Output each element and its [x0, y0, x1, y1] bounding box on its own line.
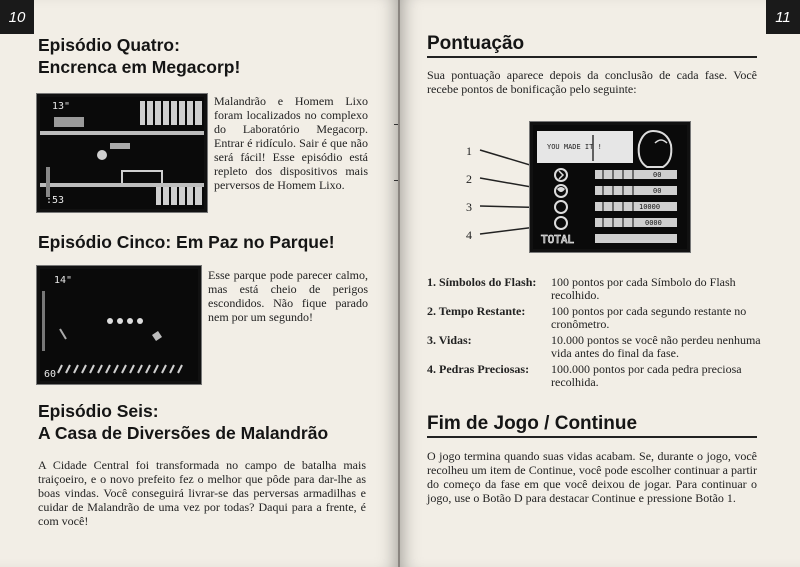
episode5-hud-top: 14" — [54, 275, 73, 286]
fim-de-jogo-title: Fim de Jogo / Continue — [427, 413, 757, 438]
score-items-list — [427, 276, 762, 392]
score-screen-value-1: 00 — [653, 171, 662, 179]
score-screen-value-2: 00 — [653, 187, 662, 195]
episode6-text: A Cidade Central foi transformada no campo de batalha mais traiçoeiro, e o novo prefeito fez o melhor que pôde para dar-lhe as boas vindas. Você conseguirá livrar-se das perversas armadilhas e cuidar de Malandrão de uma vez por todas? Daqui para a frente, é com você! — [38, 458, 366, 528]
score-screen-banner: YOU MADE IT ! — [547, 143, 602, 151]
episode5-text: Esse parque pode parecer calmo, mas está cheio de perigos escondidos. Não fique parado nem por um segundo! — [208, 268, 368, 324]
episode5-screenshot-art — [40, 269, 198, 381]
score-screen-total: TOTAL — [541, 233, 575, 246]
episode4-screenshot-art — [40, 97, 204, 209]
left-page — [0, 0, 398, 567]
score-item-term: 3. Vidas: — [427, 333, 472, 347]
episode6-title-line2: A Casa de Diversões de Malandrão — [38, 423, 329, 443]
episode6-title-line1: Episódio Seis: — [38, 401, 159, 421]
episode4-title-line1: Episódio Quatro: — [38, 35, 180, 55]
list-item — [427, 334, 762, 360]
score-item-term: 2. Tempo Restante: — [427, 304, 526, 318]
episode6-title — [38, 400, 328, 444]
pontuacao-intro: Sua pontuação aparece depois da conclusão de cada fase. Você recebe pontos de bonificação pelo seguinte: — [427, 68, 757, 96]
episode4-text: Malandrão e Homem Lixo foram localizados no complexo do Laboratório Megacorp. Entrar é ridículo. Sair é que não será fácil! Esse episódio está repleto dos dispositivos mais perversos de Homem Lixo. — [214, 94, 368, 192]
binding-mark — [394, 124, 398, 125]
score-item-desc: 100 pontos por cada segundo restante no cronômetro. — [551, 304, 747, 331]
score-label-3: 3 — [466, 200, 472, 214]
episode4-title — [38, 34, 240, 78]
episode5-title: Episódio Cinco: Em Paz no Parque! — [38, 232, 335, 252]
episode4-screenshot — [37, 94, 207, 212]
episode4-hud-bottom: :53 — [46, 195, 65, 206]
score-item-term: 1. Símbolos do Flash: — [427, 275, 537, 289]
list-item — [427, 363, 762, 389]
score-label-4: 4 — [466, 228, 472, 242]
binding-mark — [394, 180, 398, 181]
episode5-hud-bottom: 60 — [44, 369, 57, 380]
score-item-term: 4. Pedras Preciosas: — [427, 362, 530, 376]
fim-de-jogo-text: O jogo termina quando suas vidas acabam. Se, durante o jogo, você recolheu um item de Continue, você pode escolher continuar a partir do começo da fase em que você deixou de jogar. Para continuar o jogo, use o Botão D para destacar Continue e pressione Botão 1. — [427, 449, 757, 505]
score-item-desc: 10.000 pontos se você não perdeu nenhuma vida antes do final da fase. — [551, 333, 761, 360]
score-item-desc: 100.000 pontos por cada pedra preciosa recolhida. — [551, 362, 742, 389]
score-label-2: 2 — [466, 172, 472, 186]
list-item — [427, 276, 762, 302]
list-item — [427, 305, 762, 331]
episode4-title-line2: Encrenca em Megacorp! — [38, 57, 241, 77]
page-number-right: 11 — [766, 0, 800, 34]
score-item-desc: 100 pontos por cada Símbolo do Flash recolhido. — [551, 275, 736, 302]
score-screen-value-4: 0000 — [645, 219, 662, 227]
episode4-hud-top: 13" — [52, 101, 71, 112]
score-screen-value-3: 10000 — [639, 203, 661, 211]
score-label-1: 1 — [466, 144, 472, 158]
score-screenshot — [530, 122, 690, 252]
score-screenshot-art — [533, 125, 687, 249]
episode5-screenshot — [37, 266, 201, 384]
pontuacao-title: Pontuação — [427, 33, 757, 58]
page-number-left: 10 — [0, 0, 34, 34]
